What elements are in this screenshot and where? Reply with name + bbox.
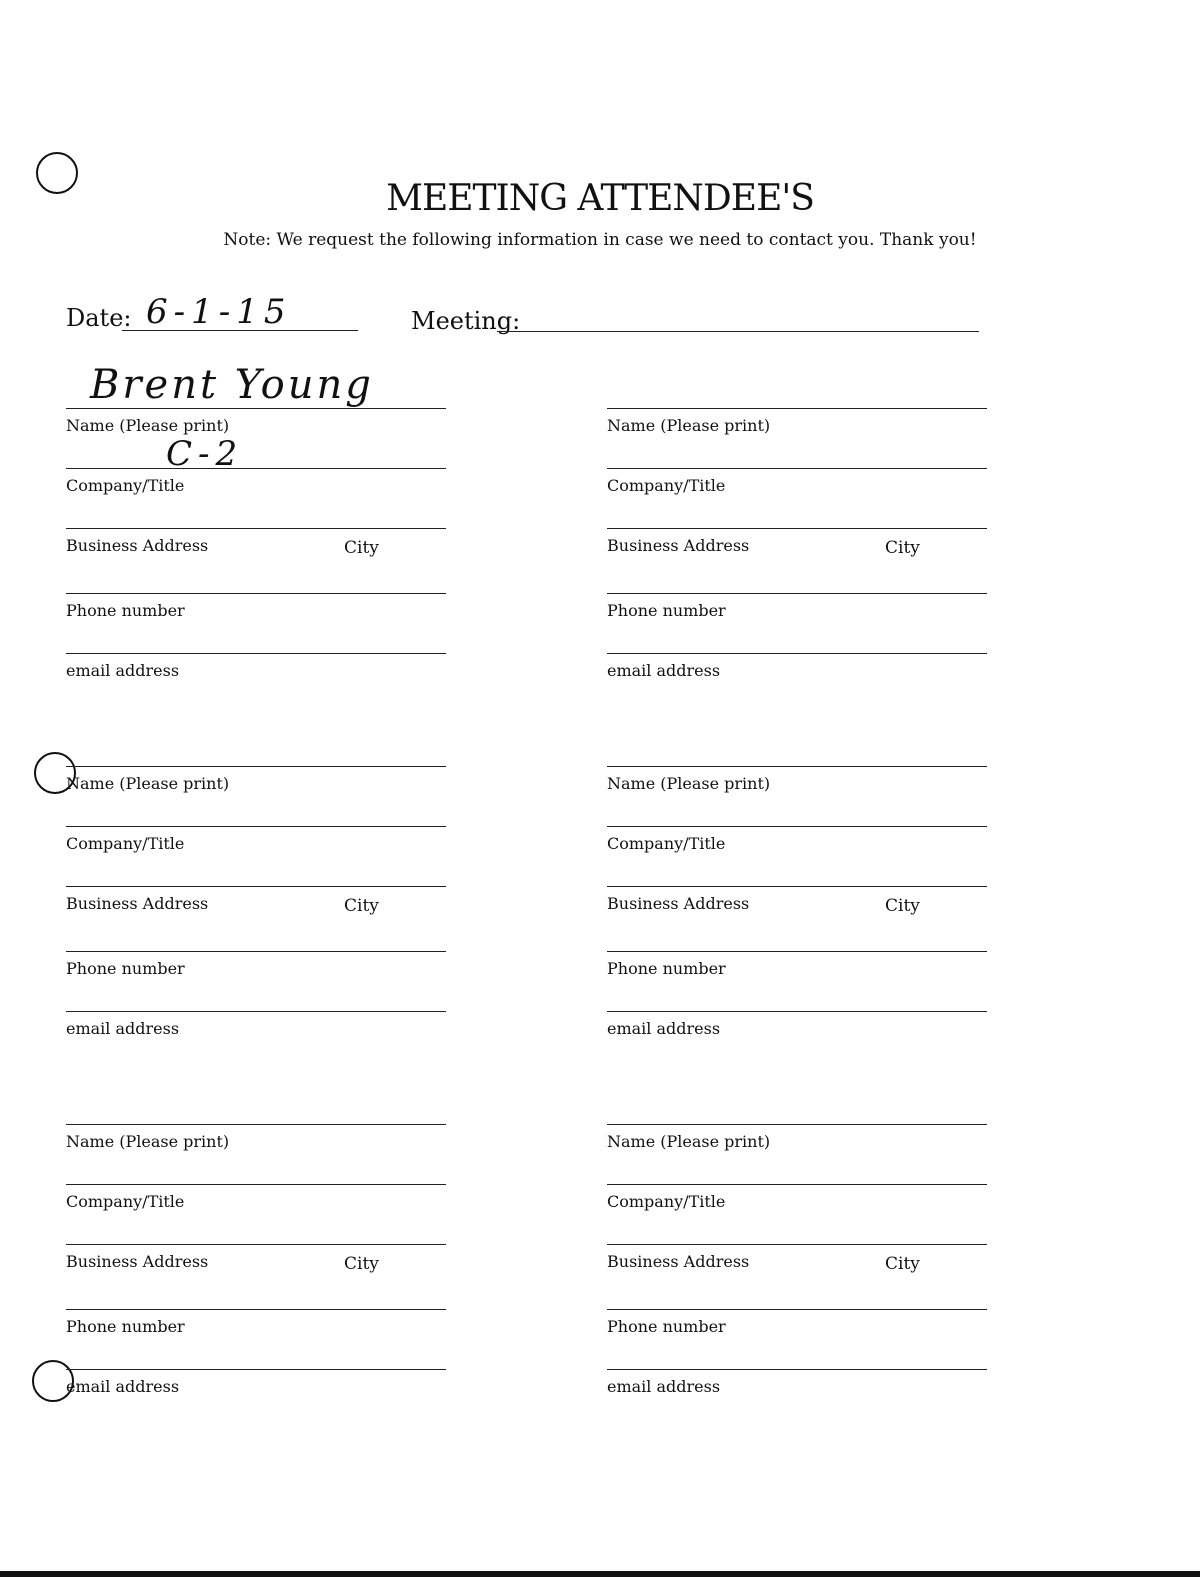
business-address-label: Business Address — [607, 894, 750, 913]
email-address-label: email address — [66, 661, 180, 680]
name-line[interactable] — [66, 766, 446, 767]
company-title-line[interactable] — [66, 1184, 446, 1185]
phone-number-line[interactable] — [607, 593, 987, 594]
business-address-line[interactable] — [607, 1244, 987, 1245]
phone-number-label: Phone number — [66, 959, 185, 978]
page-title: MEETING ATTENDEE'S — [386, 178, 814, 219]
name-label: Name (Please print) — [66, 416, 230, 435]
phone-number-line[interactable] — [607, 951, 987, 952]
business-address-line[interactable] — [66, 886, 446, 887]
company-title-line[interactable] — [607, 826, 987, 827]
phone-number-label: Phone number — [66, 601, 185, 620]
meeting-line — [497, 331, 979, 332]
city-label: City — [885, 538, 920, 558]
business-address-line[interactable] — [66, 1244, 446, 1245]
email-address-line[interactable] — [607, 653, 987, 654]
email-address-label: email address — [66, 1019, 180, 1038]
note-text: Note: We request the following information in case we need to contact you. Thank you! — [223, 230, 977, 250]
email-address-label: email address — [607, 1377, 721, 1396]
business-address-line[interactable] — [66, 528, 446, 529]
phone-number-line[interactable] — [607, 1309, 987, 1310]
company-title-label: Company/Title — [66, 1192, 185, 1211]
company-title-line[interactable] — [607, 468, 987, 469]
company-title-line[interactable] — [66, 468, 446, 469]
phone-number-label: Phone number — [66, 1317, 185, 1336]
name-label: Name (Please print) — [66, 774, 230, 793]
meeting-label: Meeting: — [411, 307, 521, 335]
scan-edge — [0, 1571, 1200, 1577]
company-title-label: Company/Title — [607, 476, 726, 495]
name-line[interactable] — [66, 1124, 446, 1125]
phone-number-label: Phone number — [607, 601, 726, 620]
email-address-label: email address — [607, 1019, 721, 1038]
company-title-value[interactable]: C-2 — [166, 434, 244, 474]
name-label: Name (Please print) — [607, 774, 771, 793]
business-address-label: Business Address — [66, 894, 209, 913]
phone-number-line[interactable] — [66, 593, 446, 594]
city-label: City — [885, 896, 920, 916]
company-title-label: Company/Title — [607, 834, 726, 853]
email-address-line[interactable] — [607, 1011, 987, 1012]
email-address-line[interactable] — [66, 1011, 446, 1012]
name-label: Name (Please print) — [607, 1132, 771, 1151]
business-address-label: Business Address — [607, 1252, 750, 1271]
phone-number-line[interactable] — [66, 1309, 446, 1310]
phone-number-label: Phone number — [607, 1317, 726, 1336]
business-address-label: Business Address — [66, 1252, 209, 1271]
name-line[interactable] — [607, 766, 987, 767]
company-title-line[interactable] — [607, 1184, 987, 1185]
email-address-label: email address — [66, 1377, 180, 1396]
name-label: Name (Please print) — [66, 1132, 230, 1151]
company-title-label: Company/Title — [66, 476, 185, 495]
email-address-label: email address — [607, 661, 721, 680]
date-value[interactable]: 6-1-15 — [146, 292, 292, 332]
company-title-label: Company/Title — [66, 834, 185, 853]
city-label: City — [885, 1254, 920, 1274]
name-line[interactable] — [607, 1124, 987, 1125]
business-address-line[interactable] — [607, 886, 987, 887]
business-address-label: Business Address — [607, 536, 750, 555]
name-label: Name (Please print) — [607, 416, 771, 435]
company-title-line[interactable] — [66, 826, 446, 827]
name-value[interactable]: Brent Young — [90, 362, 374, 408]
date-label: Date: — [66, 304, 132, 332]
name-line[interactable] — [66, 408, 446, 409]
name-line[interactable] — [607, 408, 987, 409]
phone-number-label: Phone number — [607, 959, 726, 978]
city-label: City — [344, 1254, 379, 1274]
city-label: City — [344, 896, 379, 916]
email-address-line[interactable] — [66, 1369, 446, 1370]
business-address-label: Business Address — [66, 536, 209, 555]
city-label: City — [344, 538, 379, 558]
email-address-line[interactable] — [607, 1369, 987, 1370]
phone-number-line[interactable] — [66, 951, 446, 952]
company-title-label: Company/Title — [607, 1192, 726, 1211]
business-address-line[interactable] — [607, 528, 987, 529]
email-address-line[interactable] — [66, 653, 446, 654]
